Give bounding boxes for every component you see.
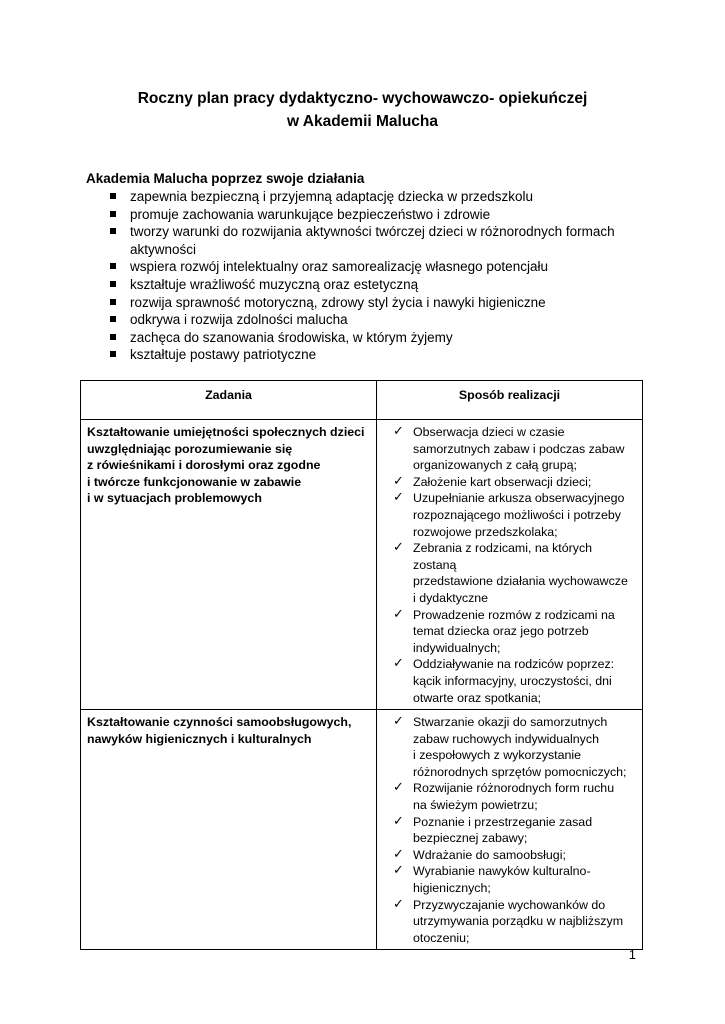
method-line: Poznanie i przestrzeganie zasad xyxy=(413,814,593,829)
table-row xyxy=(81,710,643,950)
method-item xyxy=(385,540,634,606)
method-line: różnorodnych sprzętów pomocniczych; xyxy=(413,764,627,779)
methods-cell xyxy=(377,420,643,710)
page-title-line-2: w Akademii Malucha xyxy=(286,113,439,130)
check-icon: ✓ xyxy=(393,813,404,829)
page-title-line-1: Roczny plan pracy dydaktyczno- wychowawczo- opiekuńczej xyxy=(137,90,588,107)
method-line: kącik informacyjny, uroczystości, dni xyxy=(413,673,612,688)
task-line: nawyków higienicznych i kulturalnych xyxy=(87,731,312,746)
intro-bullet-item: kształtuje wrażliwość muzyczną oraz estetyczną xyxy=(110,276,650,294)
task-line: i twórcze funkcjonowanie w zabawie xyxy=(87,474,302,489)
intro-bullet-item: zapewnia bezpieczną i przyjemną adaptację dziecka w przedszkolu xyxy=(110,188,650,206)
method-line: utrzymywania porządku w najbliższym xyxy=(413,914,624,929)
methods-list xyxy=(385,714,634,946)
method-line: Stwarzanie okazji do samorzutnych xyxy=(413,715,608,730)
column-header-methods: Sposób realizacji xyxy=(377,381,643,420)
task-cell xyxy=(81,710,377,950)
method-line: higienicznych; xyxy=(413,881,491,896)
method-line: Założenie kart obserwacji dzieci; xyxy=(413,474,592,489)
method-item xyxy=(385,847,634,864)
check-icon: ✓ xyxy=(393,863,404,879)
method-line: Prowadzenie rozmów z rodzicami na xyxy=(413,607,615,622)
method-line: bezpiecznej zabawy; xyxy=(413,831,528,846)
check-icon: ✓ xyxy=(393,656,404,672)
method-item xyxy=(385,863,634,896)
method-item xyxy=(385,714,634,780)
method-line: Uzupełnianie arkusza obserwacyjnego xyxy=(413,491,625,506)
method-line: Wdrażanie do samoobsługi; xyxy=(413,847,566,862)
task-cell xyxy=(81,420,377,710)
task-line: z rówieśnikami i dorosłymi oraz zgodne xyxy=(87,458,321,473)
method-line: na świeżym powietrzu; xyxy=(413,798,538,813)
intro-bullet-item: promuje zachowania warunkujące bezpieczeństwo i zdrowie xyxy=(110,206,650,224)
task-line: uwzględniając porozumiewanie się xyxy=(87,441,293,456)
method-line: Rozwijanie różnorodnych form ruchu xyxy=(413,781,615,796)
intro-bullet-item: odkrywa i rozwija zdolności malucha xyxy=(110,311,650,329)
method-item xyxy=(385,814,634,847)
method-item xyxy=(385,490,634,540)
intro-bullet-list xyxy=(110,188,650,364)
method-line: Obserwacja dzieci w czasie xyxy=(413,425,565,439)
task-line: i w sytuacjach problemowych xyxy=(87,491,262,506)
method-line: przedstawione działania wychowawcze xyxy=(413,574,628,589)
method-item xyxy=(385,656,634,706)
method-item xyxy=(385,424,634,474)
method-line: otoczeniu; xyxy=(413,930,470,945)
method-line: Wyrabianie nawyków kulturalno- xyxy=(413,864,591,879)
check-icon: ✓ xyxy=(393,473,404,489)
table-header-row xyxy=(81,381,643,420)
check-icon: ✓ xyxy=(393,780,404,796)
method-item xyxy=(385,897,634,947)
method-line: zabaw ruchowych indywidualnych xyxy=(413,731,599,746)
methods-list xyxy=(385,424,634,706)
column-header-tasks: Zadania xyxy=(81,381,377,420)
intro-heading: Akademia Malucha poprzez swoje działania xyxy=(86,171,365,186)
intro-bullet-item: zachęca do szanowania środowiska, w którym żyjemy xyxy=(110,329,650,347)
method-line: otwarte oraz spotkania; xyxy=(413,690,542,705)
check-icon: ✓ xyxy=(393,424,404,439)
table-row xyxy=(81,420,643,710)
method-item xyxy=(385,474,634,491)
method-line: rozpoznającego możliwości i potrzeby xyxy=(413,507,621,522)
method-line: Zebrania z rodzicami, na których zostaną xyxy=(413,541,593,572)
task-line: Kształtowanie czynności samoobsługowych, xyxy=(87,715,352,730)
plan-table xyxy=(80,380,643,950)
method-item xyxy=(385,780,634,813)
methods-cell xyxy=(377,710,643,950)
page-number: 1 xyxy=(628,947,636,962)
check-icon: ✓ xyxy=(393,896,404,912)
method-line: temat dziecka oraz jego potrzeb xyxy=(413,624,589,639)
method-line: indywidualnych; xyxy=(413,640,501,655)
method-line: i zespołowych z wykorzystanie xyxy=(413,748,582,763)
check-icon: ✓ xyxy=(393,606,404,622)
method-line: i dydaktyczne xyxy=(413,590,489,605)
method-line: rozwojowe przedszkolaka; xyxy=(413,524,558,539)
method-line: Oddziaływanie na rodziców poprzez: xyxy=(413,657,615,672)
method-item xyxy=(385,607,634,657)
check-icon: ✓ xyxy=(393,714,404,730)
method-line: samorzutnych zabaw i podczas zabaw xyxy=(413,441,625,456)
intro-bullet-item: kształtuje postawy patriotyczne xyxy=(110,346,650,364)
method-line: Przyzwyczajanie wychowanków do xyxy=(413,897,606,912)
method-line: organizowanych z całą grupą; xyxy=(413,458,577,473)
check-icon: ✓ xyxy=(393,540,404,556)
check-icon: ✓ xyxy=(393,490,404,506)
intro-bullet-item: rozwija sprawność motoryczną, zdrowy styl życia i nawyki higieniczne xyxy=(110,294,650,312)
task-line: Kształtowanie umiejętności społecznych dzieci xyxy=(87,425,365,439)
check-icon: ✓ xyxy=(393,846,404,862)
intro-bullet-item: tworzy warunki do rozwijania aktywności twórczej dzieci w różnorodnych formach aktywności xyxy=(110,223,650,258)
intro-bullet-item: wspiera rozwój intelektualny oraz samorealizację własnego potencjału xyxy=(110,258,650,276)
